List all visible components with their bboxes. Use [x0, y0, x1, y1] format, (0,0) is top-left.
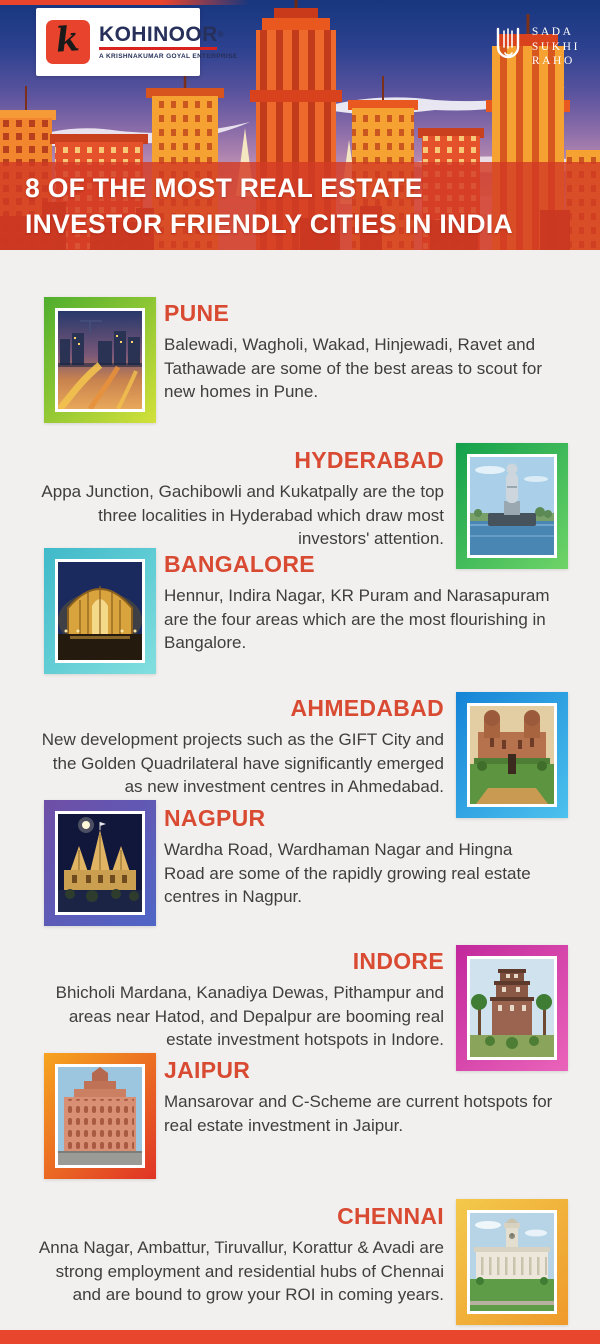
- ahmedabad-section: [36, 695, 444, 799]
- ahmedabad-photo: [470, 706, 554, 804]
- city-desc-indore: Bhicholi Mardana, Kanadiya Dewas, Pithampur and areas near Hatod, and Depalpur are booming real estate investment hotspots in Indore.: [55, 983, 444, 1049]
- jaipur-photo: [58, 1067, 142, 1165]
- page-title: [25, 170, 513, 242]
- registered-mark: ®: [217, 30, 224, 39]
- brand-name: KOHINOOR®: [99, 23, 224, 46]
- title-line-2: INVESTOR FRIENDLY CITIES IN INDIA: [25, 209, 513, 239]
- title-line-1: 8 OF THE MOST REAL ESTATE: [25, 173, 423, 203]
- city-name-bangalore: BANGALORE: [164, 551, 315, 577]
- blessing-hand-icon: [493, 27, 523, 67]
- pune-photo-frame: [44, 297, 156, 423]
- bangalore-photo-frame: [44, 548, 156, 674]
- jaipur-photo-frame: [44, 1053, 156, 1179]
- city-name-hyderabad: HYDERABAD: [294, 447, 444, 473]
- bangalore-photo: [58, 562, 142, 660]
- pune-section: [164, 300, 556, 404]
- pune-photo: [58, 311, 142, 409]
- hyderabad-photo: [470, 457, 554, 555]
- nagpur-photo: [58, 814, 142, 912]
- city-name-chennai: CHENNAI: [337, 1203, 444, 1229]
- title-band: [0, 162, 600, 250]
- kohinoor-k-icon: [46, 20, 90, 64]
- city-desc-chennai: Anna Nagar, Ambattur, Tiruvallur, Korattur & Avadi are strong employment and residential hubs of Chennai and are bound to grow your ROI in coming years.: [38, 1238, 444, 1304]
- hero-header: [0, 0, 600, 250]
- city-name-jaipur: JAIPUR: [164, 1057, 251, 1083]
- motto-text: SADA SUKHI RAHO: [531, 26, 580, 67]
- city-name-nagpur: NAGPUR: [164, 805, 266, 831]
- top-accent-strip: [0, 0, 250, 5]
- nagpur-photo-frame: [44, 800, 156, 926]
- bangalore-section: [164, 551, 562, 655]
- city-desc-bangalore: Hennur, Indira Nagar, KR Puram and Narasapuram are the four areas which are the most flourishing in Bangalore.: [164, 586, 550, 652]
- indore-section: [36, 948, 444, 1052]
- city-desc-pune: Balewadi, Wagholi, Wakad, Hinjewadi, Ravet and Tathawade are some of the best areas to scout for new homes in Pune.: [164, 335, 542, 401]
- ahmedabad-photo-frame: [456, 692, 568, 818]
- chennai-photo: [470, 1213, 554, 1311]
- city-desc-jaipur: Mansarovar and C-Scheme are current hotspots for real estate investment in Jaipur.: [164, 1092, 553, 1135]
- sada-sukhi-raho-logo: [493, 25, 580, 69]
- city-desc-hyderabad: Appa Junction, Gachibowli and Kukatpally are the top three localities in Hyderabad which draw most investors' attention.: [41, 482, 444, 548]
- hyderabad-section: [36, 447, 444, 551]
- chennai-photo-frame: [456, 1199, 568, 1325]
- nagpur-section: [164, 805, 556, 909]
- city-name-indore: INDORE: [352, 948, 444, 974]
- city-desc-nagpur: Wardha Road, Wardhaman Nagar and Hingna Road are some of the rapidly growing real estate centres in Nagpur.: [164, 840, 531, 906]
- jaipur-section: [164, 1057, 556, 1137]
- kohinoor-logo-text: [99, 24, 237, 60]
- indore-photo-frame: [456, 945, 568, 1071]
- city-desc-ahmedabad: New development projects such as the GIFT City and the Golden Quadrilateral have significantly emerged as new investment centres in Ahmedabad.: [41, 730, 444, 796]
- indore-photo: [470, 959, 554, 1057]
- city-name-ahmedabad: AHMEDABAD: [290, 695, 444, 721]
- footer-accent-bar: [0, 1330, 600, 1344]
- brand-rule: [99, 47, 217, 50]
- city-name-pune: PUNE: [164, 300, 230, 326]
- kohinoor-logo: [36, 8, 238, 76]
- chennai-section: [36, 1203, 444, 1307]
- brand-tagline: A KRISHNAKUMAR GOYAL ENTERPRISE: [99, 53, 238, 60]
- kohinoor-k-letter: k: [54, 19, 82, 61]
